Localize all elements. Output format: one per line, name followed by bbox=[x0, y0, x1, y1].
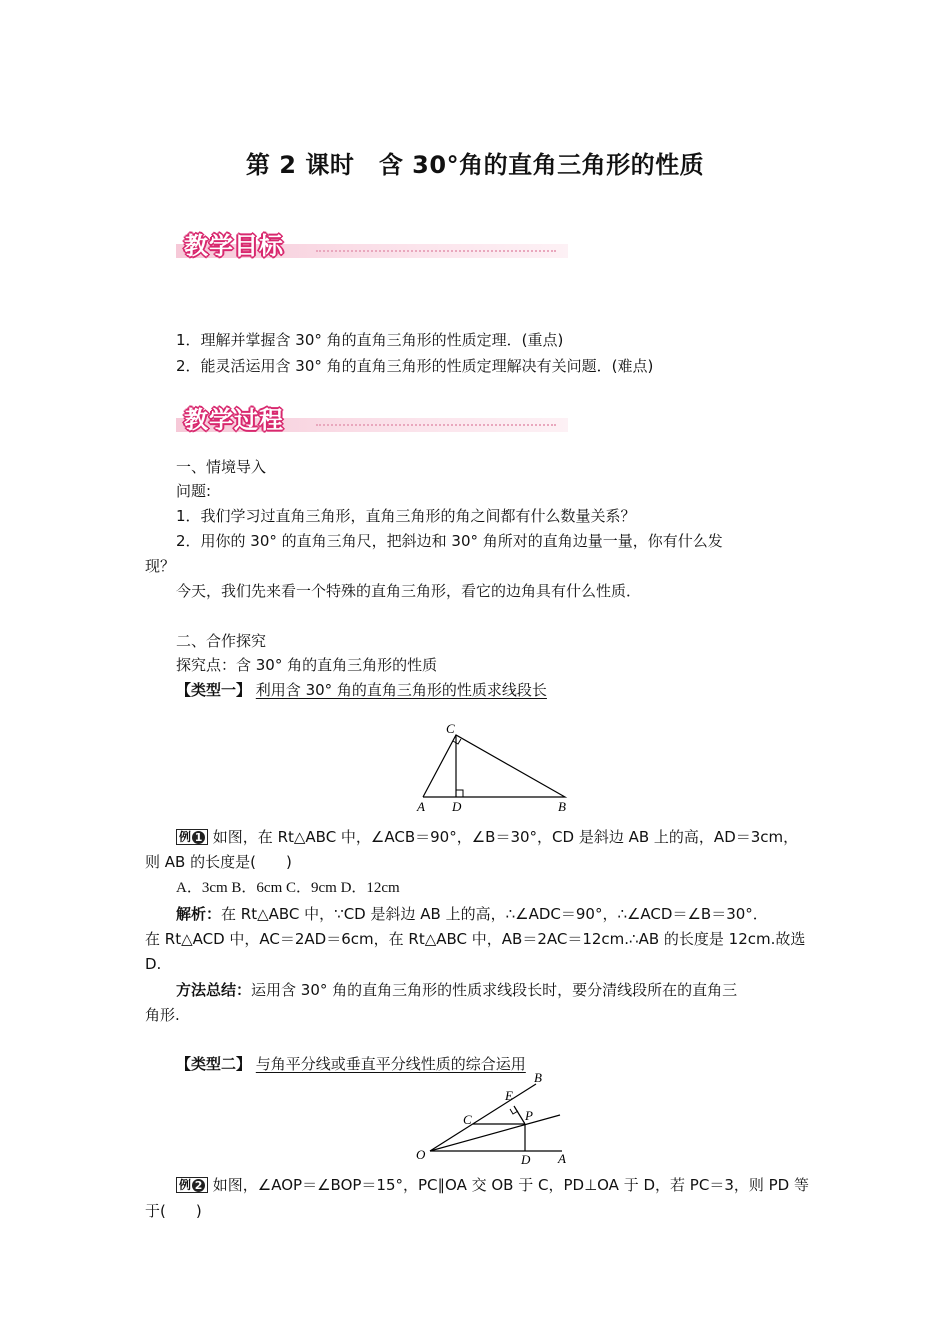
label-o: O bbox=[416, 1147, 426, 1162]
example-badge: 例 1 bbox=[176, 829, 208, 845]
label-c: C bbox=[463, 1112, 472, 1127]
type2-tag: 【类型二】 bbox=[176, 1055, 252, 1073]
type1-header bbox=[176, 677, 807, 703]
ray-op bbox=[430, 1115, 560, 1151]
section-banner-goals bbox=[176, 230, 568, 264]
part2-heading: 二、合作探究 bbox=[176, 632, 267, 650]
analysis-line-3: D. bbox=[145, 955, 162, 973]
question-1: 1．我们学习过直角三角形，直角三角形的角之间都有什么数量关系？ bbox=[176, 507, 636, 525]
banner-dots bbox=[316, 424, 556, 428]
label-e: E bbox=[505, 1088, 513, 1103]
method-line-1 bbox=[176, 977, 807, 1003]
figure-2-angle bbox=[410, 1070, 580, 1168]
right-angle-mark-c bbox=[453, 739, 461, 744]
type2-title: 与角平分线或垂直平分线性质的综合运用 bbox=[255, 1055, 526, 1073]
example-1-text: 如图，在 Rt△ABC 中，∠ACB＝90°，∠B＝30°，CD 是斜边 AB 上的高，AD＝3cm， bbox=[212, 828, 799, 846]
method-label: 方法总结： bbox=[176, 981, 252, 999]
example-1-line-1 bbox=[176, 824, 807, 850]
part1-heading: 一、情境导入 bbox=[176, 458, 267, 476]
banner-text: 教学目标 bbox=[184, 232, 284, 260]
banner-dots bbox=[316, 250, 556, 254]
method-text-1: 运用含 30° 角的直角三角形的性质求线段长时，要分清线段所在的直角三 bbox=[251, 981, 738, 999]
page-title: 第 2 课时 含 30°角的直角三角形的性质 bbox=[245, 151, 705, 179]
example-2-line-2: 于( ) bbox=[145, 1202, 202, 1220]
goal-1: 1．理解并掌握含 30° 角的直角三角形的性质定理．(重点) bbox=[176, 331, 564, 349]
type1-title: 利用含 30° 角的直角三角形的性质求线段长 bbox=[255, 681, 547, 699]
explore-point: 探究点：含 30° 角的直角三角形的性质 bbox=[176, 656, 438, 674]
type1-tag: 【类型一】 bbox=[176, 681, 252, 699]
example-1-line-2: 则 AB 的长度是( ) bbox=[145, 853, 292, 871]
label-d: D bbox=[521, 1152, 531, 1167]
label-p: P bbox=[525, 1108, 533, 1123]
intro-text: 今天，我们先来看一个特殊的直角三角形，看它的边角具有什么性质． bbox=[176, 582, 642, 600]
triangle-outline bbox=[423, 735, 565, 797]
question-2b: 现？ bbox=[145, 557, 176, 575]
analysis-text-1: 在 Rt△ABC 中，∵CD 是斜边 AB 上的高，∴∠ADC＝90°，∴∠ACD＝∠B＝30°． bbox=[221, 905, 768, 923]
figure-1-triangle bbox=[410, 718, 580, 814]
section-banner-process bbox=[176, 404, 568, 438]
example-2-text: 如图，∠AOP＝∠BOP＝15°，PC∥OA 交 OB 于 C，PD⊥OA 于 D，若 PC＝3，则 PD 等 bbox=[212, 1176, 809, 1194]
analysis-line-1 bbox=[176, 901, 807, 927]
question-2a: 2．用你的 30° 的直角三角尺，把斜边和 30° 角所对的直角边量一量，你有什么发 bbox=[176, 532, 723, 550]
goal-2: 2．能灵活运用含 30° 角的直角三角形的性质定理解决有关问题．(难点) bbox=[176, 357, 654, 375]
segment-pe bbox=[514, 1106, 525, 1124]
method-line-2: 角形. bbox=[145, 1006, 180, 1024]
right-angle-mark-d bbox=[456, 790, 463, 797]
label-a: A bbox=[558, 1151, 566, 1166]
analysis-line-2: 在 Rt△ACD 中，AC＝2AD＝6cm，在 Rt△ABC 中，AB＝2AC＝12cm.∴AB 的长度是 12cm.故选 bbox=[145, 930, 806, 948]
label-d: D bbox=[452, 799, 462, 814]
ray-ob bbox=[430, 1084, 536, 1151]
example-1-options: A．3cm B．6cm C．9cm D．12cm bbox=[176, 880, 400, 896]
label-c: C bbox=[446, 721, 455, 736]
example-2-line-1 bbox=[176, 1172, 807, 1198]
question-label: 问题: bbox=[176, 482, 212, 500]
analysis-label: 解析： bbox=[176, 905, 222, 923]
example-badge: 例 2 bbox=[176, 1177, 208, 1193]
banner-text: 教学过程 bbox=[184, 406, 284, 434]
label-a: A bbox=[417, 799, 425, 814]
label-b: B bbox=[558, 799, 566, 814]
label-b: B bbox=[534, 1070, 542, 1085]
